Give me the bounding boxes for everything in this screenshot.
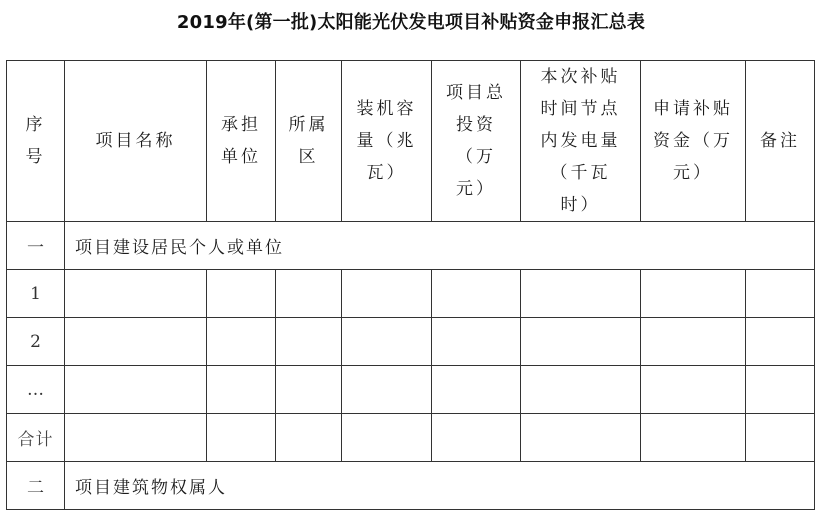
total-row <box>7 414 815 462</box>
row-index: 2 <box>7 318 65 366</box>
cell-capacity <box>342 318 432 366</box>
document-title: 2019年(第一批)太阳能光伏发电项目补贴资金申报汇总表 <box>176 12 646 33</box>
section-title: 项目建筑物权属人 <box>65 462 815 510</box>
cell-undertaking-unit <box>207 366 276 414</box>
header-undertaking-unit: 承担单位 <box>207 61 276 222</box>
cell-capacity <box>342 366 432 414</box>
cell-district <box>276 366 342 414</box>
cell-project-name <box>65 318 207 366</box>
section-title: 项目建设居民个人或单位 <box>65 222 815 270</box>
header-project-name: 项目名称 <box>65 61 207 222</box>
cell-project-name <box>65 414 207 462</box>
cell-project-name <box>65 366 207 414</box>
cell-district <box>276 318 342 366</box>
cell-project-name <box>65 270 207 318</box>
total-label: 合计 <box>7 414 65 462</box>
section-row-owners <box>7 462 815 510</box>
cell-generation <box>521 414 641 462</box>
subsidy-summary-table <box>6 60 815 510</box>
row-index: … <box>7 366 65 414</box>
cell-remarks <box>746 414 815 462</box>
cell-undertaking-unit <box>207 270 276 318</box>
cell-subsidy-amount <box>641 270 746 318</box>
cell-total-investment <box>432 366 521 414</box>
cell-remarks <box>746 270 815 318</box>
header-row <box>7 61 815 222</box>
cell-generation <box>521 318 641 366</box>
cell-capacity <box>342 270 432 318</box>
header-generation: 本次补贴时间节点内发电量（千瓦时） <box>521 61 641 222</box>
cell-subsidy-amount <box>641 366 746 414</box>
cell-undertaking-unit <box>207 414 276 462</box>
cell-generation <box>521 366 641 414</box>
section-row-residents <box>7 222 815 270</box>
cell-subsidy-amount <box>641 318 746 366</box>
cell-capacity <box>342 414 432 462</box>
header-index: 序号 <box>7 61 65 222</box>
cell-remarks <box>746 318 815 366</box>
header-district: 所属区 <box>276 61 342 222</box>
cell-subsidy-amount <box>641 414 746 462</box>
cell-total-investment <box>432 414 521 462</box>
header-capacity: 装机容量（兆瓦） <box>342 61 432 222</box>
header-total-investment: 项目总投资（万元） <box>432 61 521 222</box>
table-row <box>7 366 815 414</box>
table-row <box>7 318 815 366</box>
header-subsidy-amount: 申请补贴资金（万元） <box>641 61 746 222</box>
section-index: 二 <box>7 462 65 510</box>
cell-total-investment <box>432 270 521 318</box>
section-index: 一 <box>7 222 65 270</box>
cell-undertaking-unit <box>207 318 276 366</box>
cell-district <box>276 270 342 318</box>
cell-remarks <box>746 366 815 414</box>
cell-generation <box>521 270 641 318</box>
cell-district <box>276 414 342 462</box>
row-index: 1 <box>7 270 65 318</box>
cell-total-investment <box>432 318 521 366</box>
header-remarks: 备注 <box>746 61 815 222</box>
table-row <box>7 270 815 318</box>
